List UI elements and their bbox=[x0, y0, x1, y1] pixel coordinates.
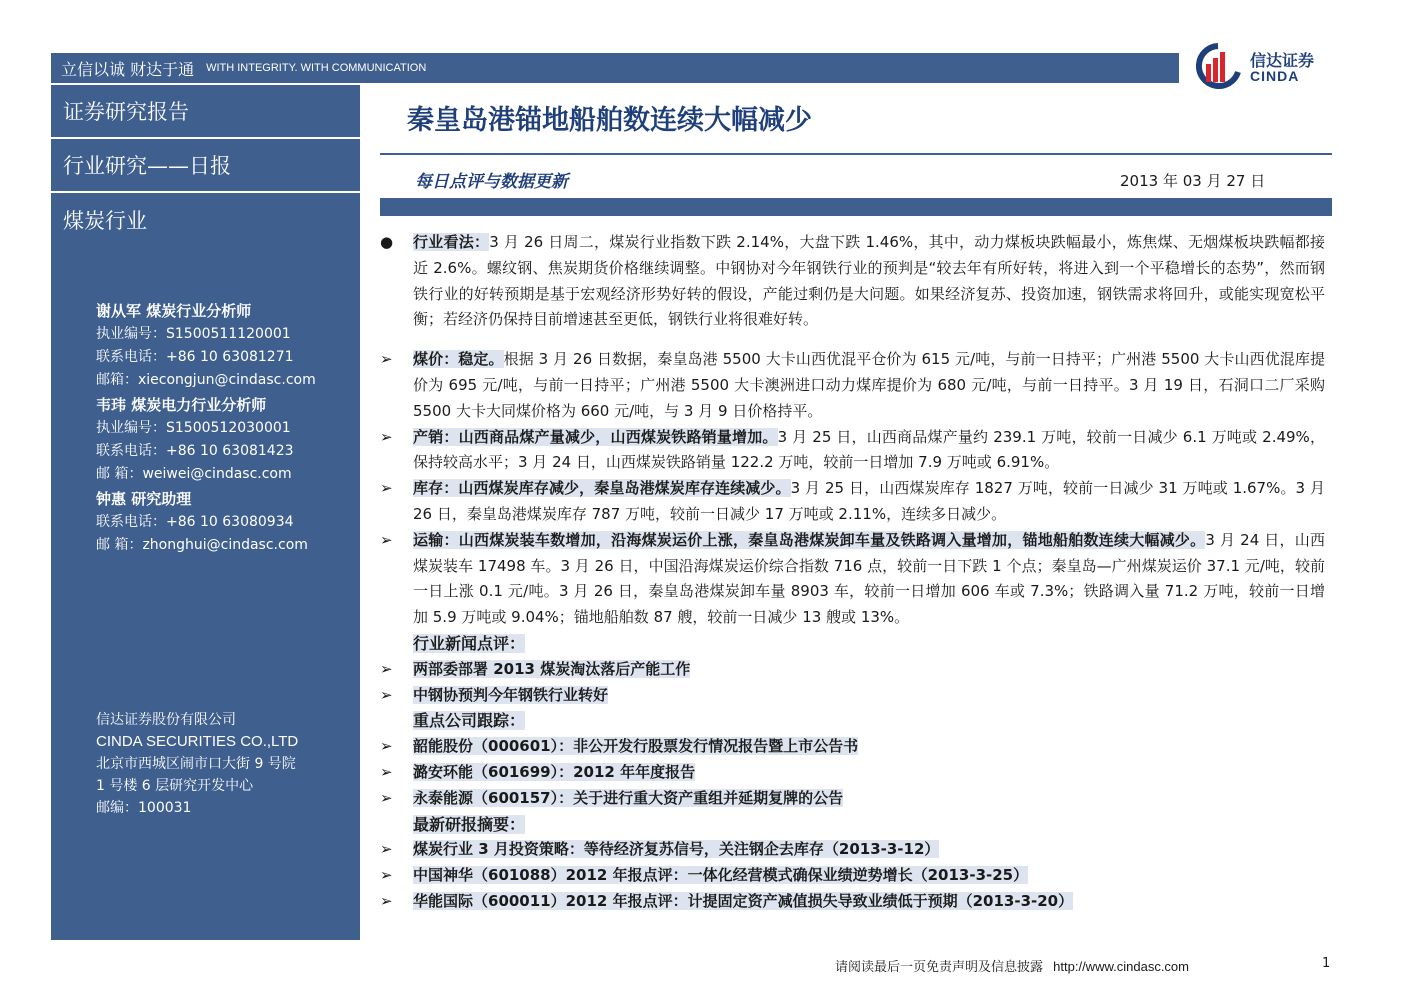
company-name-cn: 信达证券股份有限公司 bbox=[96, 712, 236, 728]
price-lead: 煤价：稳定。 bbox=[413, 350, 504, 369]
arrow-bullet-icon: ➢ bbox=[380, 427, 393, 446]
analyst-license: 执业编号：S1500511120001 bbox=[96, 326, 291, 342]
stock-text: 3 月 25 日，山西煤炭库存 1827 万吨，较前一日减少 31 万吨或 1.67%。3 月 26 日，秦皇岛港煤炭库存 787 万吨，较前一日减少 17 万吨或 2.11%，连续多日减少。 bbox=[413, 479, 1325, 523]
prod-text: 3 月 25 日，山西商品煤产量约 239.1 万吨，较前一日减少 6.1 万吨或 2.49%，保持较高水平；3 月 24 日，山西煤炭铁路销量 122.2 万吨，较前一日增加 7.9 万吨或 6.91%。 bbox=[413, 427, 1325, 472]
round-bullet-icon: ● bbox=[380, 233, 394, 251]
logo-en-text: CINDA bbox=[1250, 68, 1300, 84]
left-sidebar bbox=[51, 85, 360, 940]
arrow-bullet-icon: ➢ bbox=[380, 659, 393, 678]
banner-motto-en: WITH INTEGRITY. WITH COMMUNICATION bbox=[206, 62, 427, 74]
analyst-email[interactable]: 邮 箱：zhonghui@cindasc.com bbox=[96, 537, 308, 553]
analyst-card bbox=[96, 300, 316, 392]
industry-name: 煤炭行业 bbox=[63, 209, 147, 233]
page-footer bbox=[835, 956, 1189, 975]
news-item[interactable] bbox=[380, 657, 1325, 683]
arrow-bullet-icon: ➢ bbox=[380, 737, 393, 756]
news-heading: 行业新闻点评： bbox=[413, 633, 526, 653]
logo-cn-text: 信达证券 bbox=[1250, 51, 1315, 70]
report-title-link[interactable]: 中国神华（601088）2012 年报点评：一体化经营模式确保业绩逆势增长（2013-3-25） bbox=[413, 866, 1029, 885]
report-date: 2013 年 03 月 27 日 bbox=[1120, 172, 1266, 190]
arrow-bullet-icon: ➢ bbox=[380, 479, 393, 498]
view-lead: 行业看法： bbox=[413, 233, 490, 251]
banner-motto: 立信以诚 财达于通 bbox=[61, 59, 195, 79]
company-item[interactable] bbox=[380, 786, 1325, 812]
trans-text: 3 月 24 日，山西煤炭装车 17498 车。3 月 26 日，中国沿海煤炭运价综合指数 716 点，较前一日下跌 1 个点；秦皇岛—广州煤炭运价 37.1 元/吨，较前一日上涨 0.1 元/吨。3 月 26 日，秦皇岛港煤炭卸车量 8903 车，较前一日增加 606 车或 7.3%；铁路调入量 71.2 万吨，较前一日增加 5.9 万吨或 9.04%；锚地船舶数 87 艘，较前一日减少 13 艘或 13%。 bbox=[413, 530, 1325, 627]
company-heading: 重点公司跟踪： bbox=[413, 711, 526, 731]
arrow-bullet-icon: ➢ bbox=[380, 685, 393, 704]
arrow-bullet-icon: ➢ bbox=[380, 788, 393, 807]
analyst-email[interactable]: 邮箱：xiecongjun@cindasc.com bbox=[96, 372, 316, 388]
company-address-2: 1 号楼 6 层研究开发中心 bbox=[96, 778, 254, 794]
analyst-name: 韦玮 煤炭电力行业分析师 bbox=[96, 396, 267, 414]
report-title-link[interactable]: 华能国际（600011）2012 年报点评：计提固定资产减值损失导致业绩低于预期（2013-3-20） bbox=[413, 891, 1074, 910]
company-address-1: 北京市西城区闹市口大街 9 号院 bbox=[96, 756, 296, 772]
report-body bbox=[380, 230, 1325, 915]
company-item[interactable] bbox=[380, 760, 1325, 786]
analyst-name: 钟惠 研究助理 bbox=[96, 490, 192, 508]
report-type: 行业研究——日报 bbox=[51, 139, 360, 193]
report-title: 秦皇岛港锚地船舶数连续大幅减少 bbox=[407, 105, 812, 136]
header-bar bbox=[380, 198, 1332, 216]
title-divider bbox=[380, 153, 1332, 155]
analyst-phone: 联系电话：+86 10 63081423 bbox=[96, 443, 294, 459]
analyst-email[interactable]: 邮 箱：weiwei@cindasc.com bbox=[96, 466, 292, 482]
news-title[interactable]: 中钢协预判今年钢铁行业转好 bbox=[413, 685, 609, 704]
industry-view bbox=[380, 230, 1325, 333]
website-link[interactable]: http://www.cindasc.com bbox=[1053, 959, 1189, 974]
company-zip: 邮编：100031 bbox=[96, 800, 192, 816]
arrow-bullet-icon: ➢ bbox=[380, 840, 393, 859]
page-number: 1 bbox=[1322, 956, 1331, 971]
stock-lead: 库存：山西煤炭库存减少，秦皇岛港煤炭库存连续减少。 bbox=[413, 479, 791, 498]
analyst-phone: 联系电话：+86 10 63081271 bbox=[96, 349, 294, 365]
company-title[interactable]: 永泰能源（600157）：关于进行重大资产重组并延期复牌的公告 bbox=[413, 788, 844, 807]
arrow-bullet-icon: ➢ bbox=[380, 762, 393, 781]
cinda-logo-icon bbox=[1192, 42, 1244, 90]
analyst-list bbox=[96, 300, 316, 559]
analyst-card bbox=[96, 488, 316, 557]
production-sales bbox=[380, 425, 1325, 477]
prod-lead: 产销：山西商品煤产量减少，山西煤炭铁路销量增加。 bbox=[413, 427, 778, 446]
disclaimer-notice: 请阅读最后一页免责声明及信息披露 bbox=[835, 960, 1044, 975]
arrow-bullet-icon: ➢ bbox=[380, 866, 393, 885]
arrow-bullet-icon: ➢ bbox=[380, 530, 393, 549]
report-title-link[interactable]: 煤炭行业 3 月投资策略：等待经济复苏信号，关注钢企去库存（2013-3-12） bbox=[413, 840, 940, 859]
report-item[interactable] bbox=[380, 889, 1325, 915]
analyst-phone: 联系电话：+86 10 63080934 bbox=[96, 514, 294, 530]
company-info bbox=[96, 709, 298, 819]
news-title[interactable]: 两部委部署 2013 煤炭淘汰落后产能工作 bbox=[413, 659, 691, 678]
arrow-bullet-icon: ➢ bbox=[380, 350, 393, 369]
coal-price bbox=[380, 347, 1325, 424]
company-title[interactable]: 潞安环能（601699）：2012 年年度报告 bbox=[413, 762, 696, 781]
transport bbox=[380, 528, 1325, 631]
report-category: 证券研究报告 bbox=[51, 85, 360, 139]
analyst-license: 执业编号：S1500512030001 bbox=[96, 420, 291, 436]
company-title[interactable]: 韶能股份（000601）：非公开发行股票发行情况报告暨上市公告书 bbox=[413, 737, 859, 756]
news-item[interactable] bbox=[380, 683, 1325, 709]
trans-lead: 运输：山西煤炭装车数增加，沿海煤炭运价上涨，秦皇岛港煤炭卸车量及铁路调入量增加，锚地船舶数连续大幅减少。 bbox=[413, 530, 1206, 549]
arrow-bullet-icon: ➢ bbox=[380, 891, 393, 910]
company-item[interactable] bbox=[380, 734, 1325, 760]
top-banner bbox=[51, 53, 1179, 83]
reports-heading: 最新研报摘要： bbox=[413, 814, 526, 834]
company-name-en: CINDA SECURITIES CO.,LTD bbox=[96, 733, 299, 750]
analyst-name: 谢从军 煤炭行业分析师 bbox=[96, 302, 252, 320]
analyst-card bbox=[96, 394, 316, 486]
report-item[interactable] bbox=[380, 837, 1325, 863]
inventory bbox=[380, 476, 1325, 528]
view-text: 3 月 26 日周二，煤炭行业指数下跌 2.14%，大盘下跌 1.46%，其中，动力煤板块跌幅最小，炼焦煤、无烟煤板块跌幅都接近 2.6%。螺纹钢、焦炭期货价格继续调整。中钢协对今年钢铁行业的预判是“较去年有所好转，将进入到一个平稳增长的态势”，然而钢铁行业的好转预期是基于宏观经济形势好转的假设，产能过剩仍是大问题。如果经济复苏、投资加速，钢铁需求将回升，或能实现宽松平衡；若经济仍保持目前增速甚至更低，钢铁行业将很难好转。 bbox=[413, 233, 1325, 329]
report-item[interactable] bbox=[380, 863, 1325, 889]
price-text: 根据 3 月 26 日数据，秦皇岛港 5500 大卡山西优混平仓价为 615 元/吨，与前一日持平；广州港 5500 大卡山西优混库提价为 695 元/吨，与前一日持平；广州港 5500 大卡澳洲进口动力煤库提价为 680 元/吨，与前一日持平。3 月 19 日，石洞口二厂采购 5500 大卡大同煤价格为 660 元/吨，与 3 月 9 日价格持平。 bbox=[413, 350, 1325, 420]
report-subtitle: 每日点评与数据更新 bbox=[415, 172, 568, 192]
cinda-logo bbox=[1192, 42, 1337, 90]
